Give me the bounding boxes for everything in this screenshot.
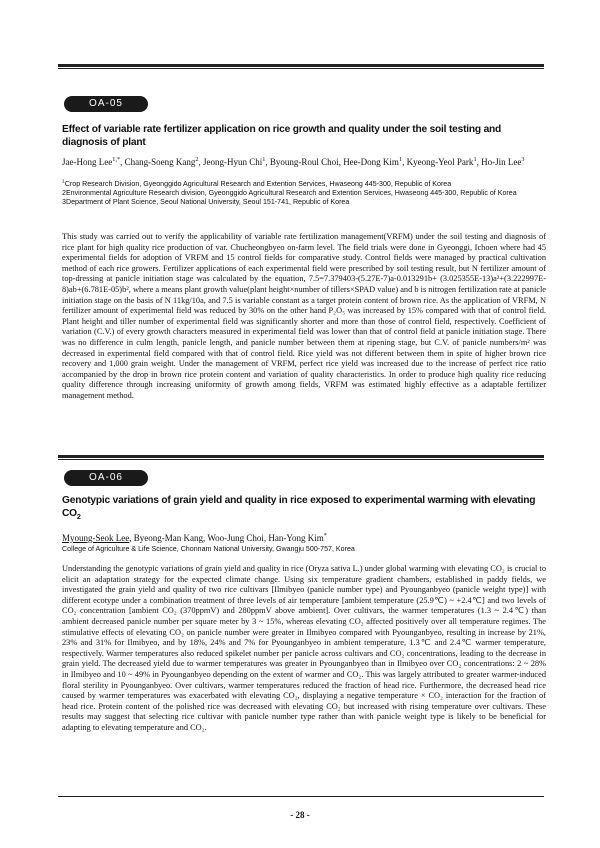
presenting-author: Myoung-Seok Lee [62, 533, 130, 543]
author: Byoung-Roul Choi [269, 157, 339, 167]
title-subscript: 2 [76, 512, 81, 521]
affiliation-sup: 1 [62, 179, 65, 185]
equation: 7.5=7.379403-(5.27E-7)a-0.013291b+ (3.025355E-13)a²+(3.222997E-8)ab+(6.781E-05)b², [62, 274, 546, 294]
author-list-rest: , Byeong-Man Kang, Woo-Jung Choi, Han-Yong Kim [129, 533, 324, 543]
author-sup: 1 [473, 156, 477, 163]
mid-rule-thin [58, 459, 544, 460]
author: Jeong-Hyun Chi [203, 157, 263, 167]
affiliation: 2Environmental Agriculture Research division, Gyeonggido Agricultural Research and Extention Services, Hwaseong 445-300, Republic of Korea [62, 189, 517, 198]
author: Hee-Dong Kim [343, 157, 399, 167]
author: Jae-Hong Lee [62, 157, 113, 167]
top-rule-thin [58, 68, 544, 69]
abstract-text: where a means plant growth value(plant height×number of tillers×SPAD value) and b is nitrogen fertilization rate at panicle initiation stage on the basis of N 11kg/10a, and 7.5 is variable constant as a target protein content of brown rice. As the application of VRFM, N fertilizer amount of experimental field was reduced by 30% on the other hand P₂O₅ was increased by 15% compared with that of control field. Plant height and tiller number of experimental field was significantly shorter and more than those of control field, respectively. Coefficient of variation (C.V.) of every growth characters measured in experimental field was lower than that of control field at panicle initiation stage. There was no difference in culm length, panicle length, and panicle number between them at ripening stage, but C.V. of panicle numbers/m² was decreased in experimental field compared with that of control field. Rice yield was not different between them in spite of higher brown rice recovery and 1,000 grain weight. Under the management of VRFM, perfect rice yield was increased due to the increase of perfect rice ratio accompanied by the drop in brown rice protein content and variation of quality characteristics. In order to produce high quality rice reducing quality difference through increasing uniformity of growth among fields, VRFM was estimated highly effective as a adaptable fertilizer management method. [62, 284, 546, 400]
page-number: - 28 - [290, 810, 310, 820]
top-rule-thick [58, 64, 544, 67]
paper-title: Effect of variable rate fertilizer application on rice growth and quality under the soil testing and diagnosis of plant [62, 124, 502, 148]
affiliation: $^1$Crop Research Division, Gyeonggido Agricultural Research and Extention Services, Hwaseong 445-300, Republic of Korea [62, 179, 452, 188]
author: Chang-Soeng Kang [124, 157, 196, 167]
author: Ho-Jin Lee [481, 157, 522, 167]
mid-rule-thick [58, 455, 544, 458]
abstract-text: This study was carried out to verify the applicability of variable rate fertilization management(VRFM) under the soil testing and diagnosis of rice plant for high quality rice production of var. Chucheongbyeo on-farm level. The field trials were done in Gyeonggi, Ichoen where had 45 experimental fields for adoption of VRFM and 15 control fields for comparative study. Control fields were managed by practical cultivation method of each rice growers. Fertilizer applications of each experimental field were prescribed by soil testing result, but N fertilizer amount of top-dressing at panicle initiation stage was calculated by the equation, [62, 232, 546, 284]
author-sup: 2 [195, 156, 199, 163]
affiliation-list [62, 180, 548, 208]
section-badge: OA-06 [64, 470, 148, 486]
author-list [62, 533, 548, 544]
affiliation: College of Agriculture & Life Science, Chonnam National University, Gwangju 500-757, Korea [62, 545, 355, 553]
affiliation: 3Department of Plant Science, Seoul National University, Seoul 151-741, Republic of Korea [62, 198, 350, 207]
abstract-body [62, 232, 546, 402]
author-sup: 1 [262, 156, 266, 163]
author-list: Jae-Hong Lee$^{1,*}$, Chang-Soeng Kang$^2$, Jeong-Hyun Chi$^1$, Byoung-Roul Choi, Hee-Dong Kim$^1$, Kyeong-Yeol Park$^1$, Ho-Jin Lee$^3$ [62, 156, 525, 167]
author-sup: * [323, 532, 327, 539]
author-sup: 1,* [112, 156, 121, 163]
paper-title: Genotypic variations of grain yield and quality in rice exposed to experimental warming with elevating $CO_2$ [62, 495, 536, 521]
abstract-body: Understanding the genotypic variations of grain yield and quality in rice (Oryza sativa L.) under global warming with elevating CO₂ is crucial to elicit an adaptation strategy for the expected climate change. Using six temperature gradient chambers, established in paddy fields, we investigated the grain yield and quality of two rice cultivars [Ilmibyeo (panicle number type) and Pyounganbyeo (panicle weight type)] with different ecotype under a combination treatment of three levels of air temperature [ambient temperature (25.9℃) ~ +2.4℃] and two levels of CO₂ concentration [ambient CO₂ (370ppmV) and 280ppmV above ambient]. Over cultivars, the warmer temperatures (1.3 ~ 2.4℃) than ambient decreased panicle number per square meter by 3 ~ 15%, whereas elevating CO₂ affected positively over all temperature regimes. The stimulative effects of elevating CO₂ on panicle number were greater in Ilmibyeo compared with Pyounganbyeo, resulting in increase by 21%, 23% and 31% for Ilmibyeo, and by 18%, 24% and 7% for Pyounganbyeo in ambient temperature, 1.3℃ and 2.4℃ warmer temperature, respectively. Warmer temperatures also reduced spikelet number per panicle across cultivars and CO₂ concentrations, leading to the decrease in grain yield. The decreased yield due to warmer temperatures was greater in Pyounganbyeo than in Ilmibyeo over CO₂ concentrations: 2 ~ 28% in Ilmibyeo and 10 ~ 49% in Pyounganbyeo depending on the extent of warmer and CO₂. This was largely attributed to greater warmer-induced floral sterility in Pyounganbyeo. Over cultivars, warmer temperatures reduced the fraction of head rice. Furthermore, the decreased head rice caused by warmer temperatures was exacerbated with elevating CO₂, displaying a negative temperature × CO₂ interaction for the fraction of head rice. Protein content of the polished rice was decreased with elevating CO₂ but increased with rising temperature over cultivars. These results may suggest that selecting rice cultivar with panicle number type rather than with panicle weight type is likely to be beneficial for adapting to elevating temperature and CO₂. [62, 564, 546, 732]
section-badge: OA-05 [64, 96, 148, 112]
bottom-rule [58, 796, 544, 797]
author-sup: 3 [521, 156, 525, 163]
author-sup: 1 [398, 156, 403, 163]
author: Kyeong-Yeol Park [406, 157, 474, 167]
